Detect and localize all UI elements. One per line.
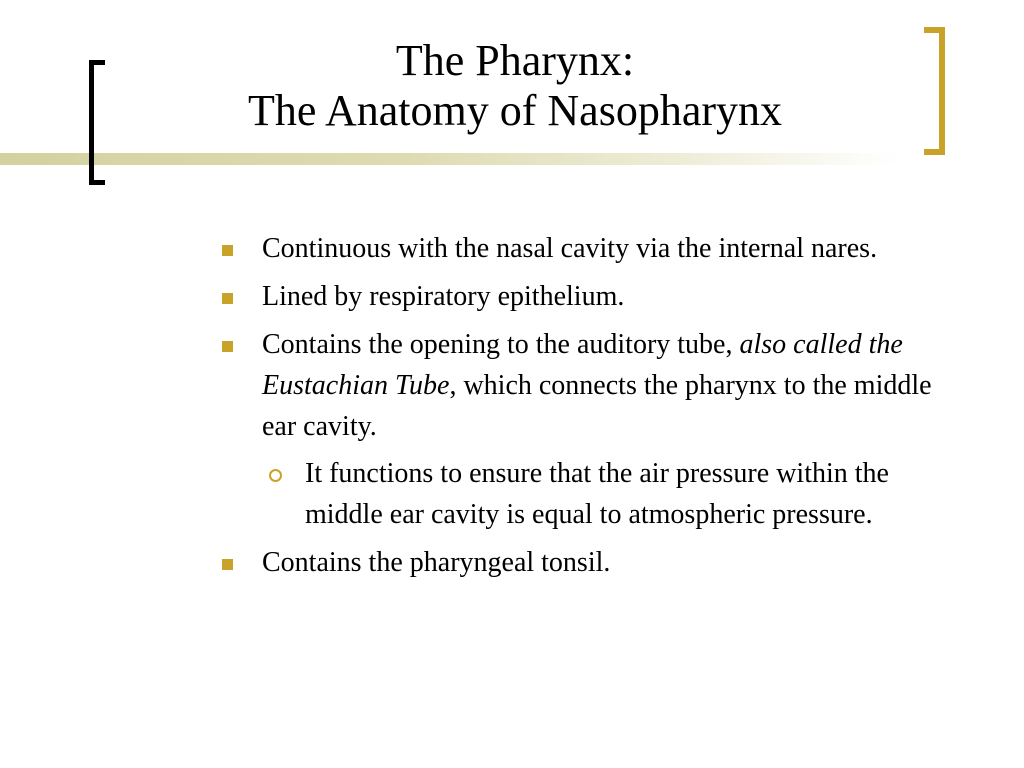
square-bullet-icon — [222, 341, 233, 352]
bullet-text-part: Contains the opening to the auditory tube, — [262, 329, 740, 360]
left-bracket-decoration — [89, 60, 105, 185]
bullet-item — [218, 276, 938, 317]
bullet-list — [218, 228, 938, 590]
square-bullet-icon — [222, 245, 233, 256]
square-bullet-icon — [222, 559, 233, 570]
bullet-text-italic: also called the Eustachian Tube — [262, 329, 903, 401]
slide-title-line-1: The Pharynx: — [395, 36, 635, 85]
slide-title — [110, 36, 920, 136]
bullet-text: Lined by respiratory epithelium. — [262, 281, 625, 312]
sub-bullet-item — [218, 453, 938, 535]
bullet-text: Continuous with the nasal cavity via the internal nares. — [262, 233, 878, 264]
bullet-text: Contains the pharyngeal tonsil. — [262, 547, 611, 578]
bullet-item — [218, 542, 938, 583]
right-bracket-decoration — [924, 27, 945, 155]
sub-bullet-text: It functions to ensure that the air pressure within the middle ear cavity is equal to atmospheric pressure. — [305, 458, 889, 530]
bullet-item — [218, 324, 938, 447]
slide-title-line-2: The Anatomy of Nasopharynx — [248, 86, 782, 135]
square-bullet-icon — [222, 293, 233, 304]
circle-bullet-icon — [269, 469, 282, 482]
title-decorative-band — [0, 153, 900, 165]
bullet-text-part: , which connects the pharynx to the middle ear cavity. — [262, 370, 932, 442]
bullet-item — [218, 228, 938, 269]
